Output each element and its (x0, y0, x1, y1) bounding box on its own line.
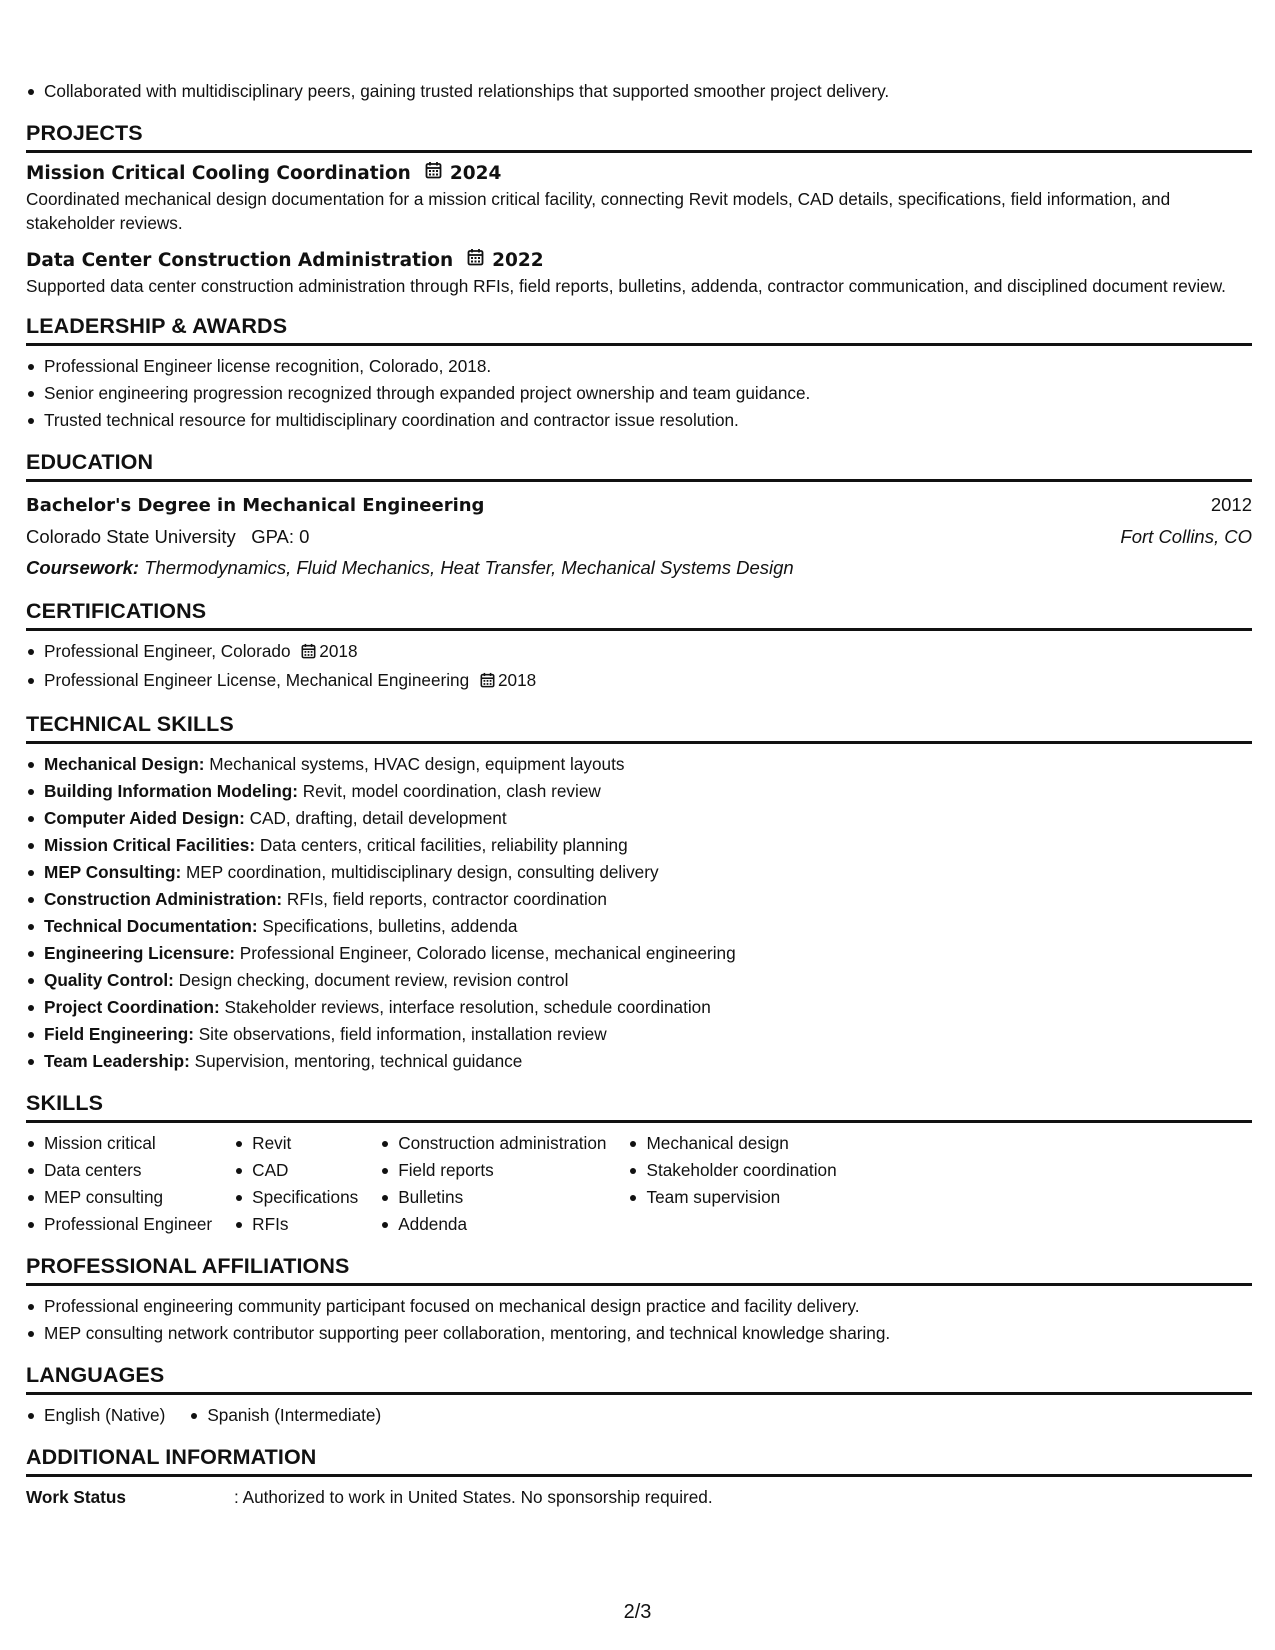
skill-category: Construction Administration: (44, 889, 283, 909)
section-title: EDUCATION (26, 448, 1252, 482)
skill-category: Mechanical Design: (44, 754, 205, 774)
education-school-row (26, 521, 1252, 552)
work-status-value: : Authorized to work in United States. No sponsorship required. (234, 1487, 713, 1507)
project-year: 2022 (492, 250, 544, 271)
list-item (26, 940, 1252, 967)
list-item (26, 913, 1252, 940)
skill-item: Team supervision (628, 1184, 836, 1211)
project-title-row (26, 247, 1252, 274)
calendar-icon (480, 669, 495, 696)
projects-section (26, 119, 1252, 298)
skill-category: Quality Control: (44, 970, 174, 990)
skill-values: Professional Engineer, Colorado license, mechanical engineering (239, 943, 736, 963)
list-item (26, 967, 1252, 994)
section-title: LANGUAGES (26, 1361, 1252, 1395)
skill-item: Addenda (380, 1211, 606, 1238)
section-title: ADDITIONAL INFORMATION (26, 1443, 1252, 1477)
skill-item: Revit (234, 1130, 358, 1157)
skills-columns (26, 1130, 1252, 1238)
skill-category: Project Coordination: (44, 997, 220, 1017)
certification-date (480, 670, 536, 690)
list-item (26, 778, 1252, 805)
skill-category: Mission Critical Facilities: (44, 835, 256, 855)
coursework-line (26, 552, 1252, 583)
languages-section (26, 1361, 1252, 1429)
leadership-section (26, 312, 1252, 434)
skills-column (380, 1130, 606, 1238)
list-item: Trusted technical resource for multidisciplinary coordination and contractor issue resolution. (26, 407, 1252, 434)
skill-item: Construction administration (380, 1130, 606, 1157)
skill-item: Stakeholder coordination (628, 1157, 836, 1184)
list-item: Professional engineering community participant focused on mechanical design practice and facility delivery. (26, 1293, 1252, 1320)
school-line (26, 521, 309, 552)
education-section (26, 448, 1252, 583)
certifications-section (26, 597, 1252, 696)
experience-continuation-list (26, 78, 1252, 105)
skill-item: Mechanical design (628, 1130, 836, 1157)
list-item (26, 751, 1252, 778)
coursework-value: Thermodynamics, Fluid Mechanics, Heat Transfer, Mechanical Systems Design (144, 557, 794, 578)
skill-item: Mission critical (26, 1130, 212, 1157)
skill-item: RFIs (234, 1211, 358, 1238)
list-item (26, 859, 1252, 886)
project-name: Mission Critical Cooling Coordination (26, 163, 411, 184)
affiliations-section (26, 1252, 1252, 1347)
list-item: MEP consulting network contributor supporting peer collaboration, mentoring, and technical knowledge sharing. (26, 1320, 1252, 1347)
language-item: Spanish (Intermediate) (189, 1402, 381, 1429)
skill-values: Data centers, critical facilities, reliability planning (259, 835, 628, 855)
skill-values: Revit, model coordination, clash review (302, 781, 601, 801)
list-item (26, 994, 1252, 1021)
affiliations-list (26, 1293, 1252, 1347)
skill-item: Bulletins (380, 1184, 606, 1211)
skill-values: MEP coordination, multidisciplinary design, consulting delivery (185, 862, 659, 882)
coursework-label: Coursework: (26, 557, 140, 578)
technical-skills-section (26, 710, 1252, 1075)
technical-skills-list (26, 751, 1252, 1075)
project-title-row (26, 160, 1252, 187)
section-title: PROJECTS (26, 119, 1252, 153)
list-item (26, 667, 1252, 696)
section-title: PROFESSIONAL AFFILIATIONS (26, 1252, 1252, 1286)
list-item (26, 1021, 1252, 1048)
skill-values: RFIs, field reports, contractor coordination (286, 889, 607, 909)
skill-category: MEP Consulting: (44, 862, 182, 882)
skill-values: CAD, drafting, detail development (249, 808, 507, 828)
project-year: 2024 (449, 163, 502, 184)
skill-values: Site observations, field information, installation review (198, 1024, 607, 1044)
list-item (26, 638, 1252, 667)
skills-column (628, 1130, 836, 1238)
project-description: Coordinated mechanical design documentation for a mission critical facility, connecting Revit models, CAD details, specifications, field information, and stakeholder reviews. (26, 189, 1171, 233)
list-item (26, 1048, 1252, 1075)
degree-name: Bachelor's Degree in Mechanical Engineering (26, 495, 485, 516)
project-item (26, 160, 1252, 235)
work-status-label: Work Status (26, 1487, 126, 1507)
skill-category: Building Information Modeling: (44, 781, 298, 801)
leadership-list (26, 353, 1252, 434)
skill-category: Computer Aided Design: (44, 808, 245, 828)
skills-column (234, 1130, 358, 1238)
skill-values: Specifications, bulletins, addenda (262, 916, 518, 936)
skill-values: Supervision, mentoring, technical guidance (194, 1051, 523, 1071)
school-name: Colorado State University (26, 526, 236, 547)
school-location: Fort Collins, CO (1120, 526, 1252, 547)
certifications-list (26, 638, 1252, 696)
section-title: CERTIFICATIONS (26, 597, 1252, 631)
skill-item: CAD (234, 1157, 358, 1184)
calendar-icon (301, 640, 316, 667)
skill-category: Engineering Licensure: (44, 943, 236, 963)
skill-item: MEP consulting (26, 1184, 212, 1211)
skill-item: Field reports (380, 1157, 606, 1184)
calendar-icon (467, 247, 484, 274)
list-item (26, 832, 1252, 859)
additional-info-section (26, 1443, 1252, 1511)
page-number: 2/3 (623, 1601, 652, 1623)
certification-name: Professional Engineer License, Mechanical Engineering (44, 670, 470, 690)
section-title: TECHNICAL SKILLS (26, 710, 1252, 744)
certification-name: Professional Engineer, Colorado (44, 641, 291, 661)
skill-category: Technical Documentation: (44, 916, 258, 936)
languages-list (26, 1402, 1252, 1429)
project-item (26, 247, 1252, 298)
skill-item: Professional Engineer (26, 1211, 212, 1238)
certification-date (301, 641, 357, 661)
project-description: Supported data center construction administration through RFIs, field reports, bulletins, addenda, contractor communication, and disciplined document review. (26, 276, 1226, 296)
skills-column (26, 1130, 212, 1238)
calendar-icon (425, 160, 442, 187)
certification-year: 2018 (319, 641, 358, 661)
certification-year: 2018 (497, 670, 537, 690)
list-item (26, 805, 1252, 832)
list-item: Senior engineering progression recognized through expanded project ownership and team guidance. (26, 380, 1252, 407)
skill-item: Data centers (26, 1157, 212, 1184)
list-item: Professional Engineer license recognition, Colorado, 2018. (26, 353, 1252, 380)
work-status-row (26, 1484, 1252, 1511)
resume-page (26, 78, 1252, 1511)
section-title: LEADERSHIP & AWARDS (26, 312, 1252, 346)
gpa: GPA: 0 (251, 526, 310, 547)
skills-section (26, 1089, 1252, 1238)
section-title: SKILLS (26, 1089, 1252, 1123)
education-degree-row (26, 489, 1252, 521)
skill-item: Specifications (234, 1184, 358, 1211)
list-item (26, 886, 1252, 913)
skill-values: Design checking, document review, revision control (178, 970, 569, 990)
skill-values: Mechanical systems, HVAC design, equipment layouts (209, 754, 625, 774)
list-item: Collaborated with multidisciplinary peers, gaining trusted relationships that supported smoother project delivery. (26, 78, 1252, 105)
skill-category: Field Engineering: (44, 1024, 194, 1044)
language-item: English (Native) (26, 1402, 165, 1429)
project-name: Data Center Construction Administration (26, 250, 454, 271)
skill-values: Stakeholder reviews, interface resolution, schedule coordination (224, 997, 711, 1017)
graduation-year: 2012 (1210, 494, 1252, 515)
skill-category: Team Leadership: (44, 1051, 190, 1071)
